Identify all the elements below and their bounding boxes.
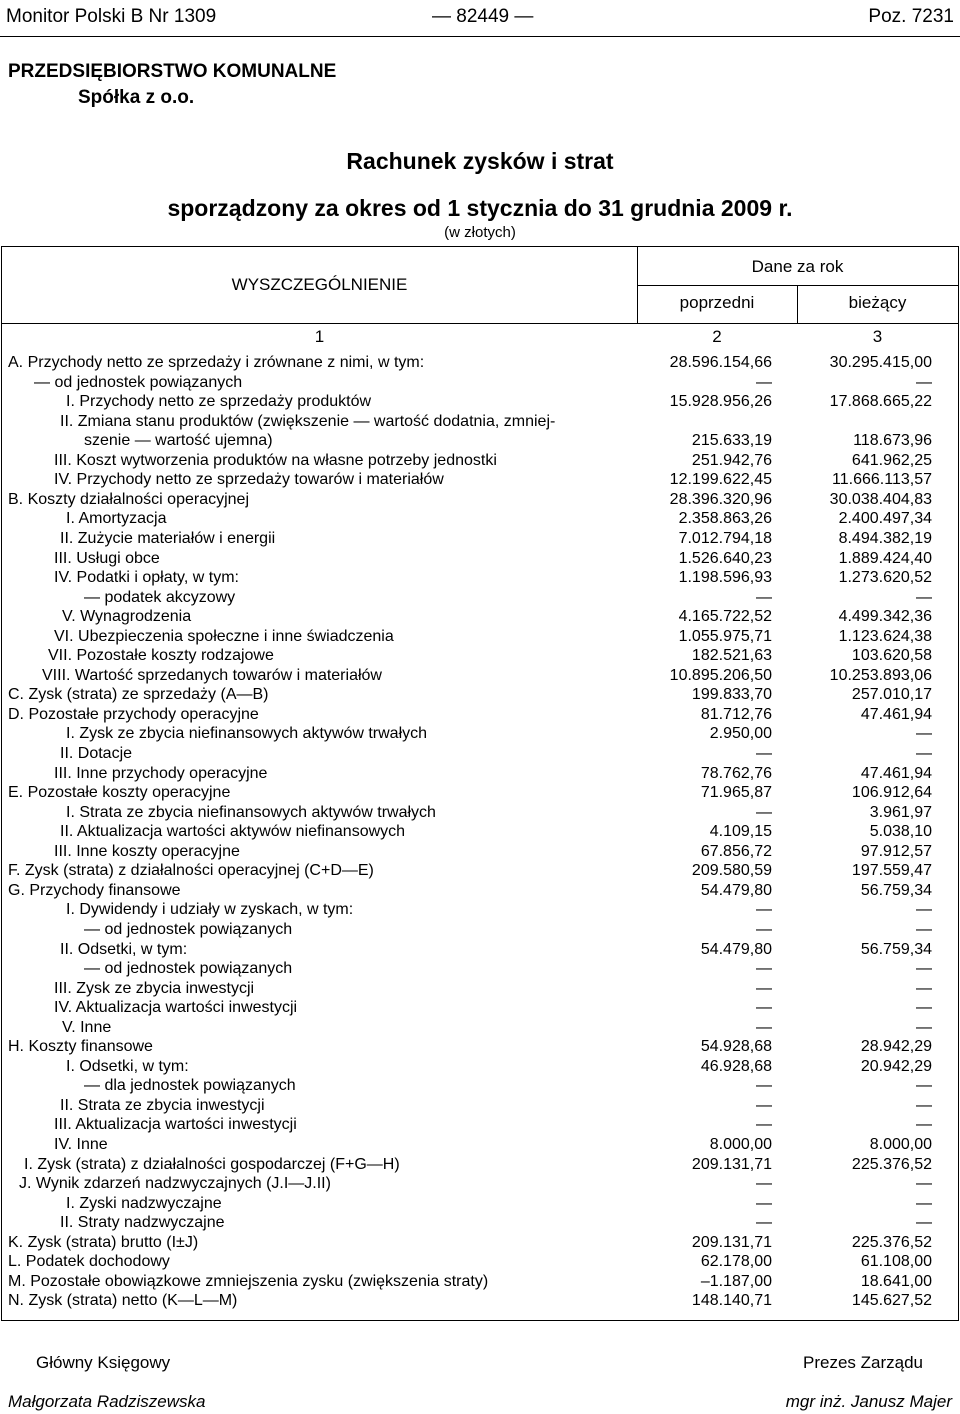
table-row: [2, 920, 958, 940]
value-current-year: —: [916, 1077, 932, 1095]
value-current-year: —: [916, 960, 932, 978]
row-label: szenie — wartość ujemna): [84, 432, 273, 450]
table-row: [2, 1076, 958, 1096]
value-previous-year: —: [756, 1018, 772, 1036]
table-row: [2, 685, 958, 705]
company-name: [8, 59, 336, 111]
table-row: [2, 1291, 958, 1311]
row-label: — od jednostek powiązanych: [84, 920, 293, 938]
row-label: H. Koszty finansowe: [8, 1038, 153, 1056]
row-label: V. Inne: [62, 1018, 112, 1036]
value-current-year: 30.038.404,83: [829, 490, 932, 508]
table-row: [2, 1194, 958, 1214]
value-current-year: 47.461,94: [860, 705, 932, 723]
table-row: [2, 509, 958, 529]
header-divider: [637, 285, 958, 286]
table-row: [2, 764, 958, 784]
row-label: IV. Aktualizacja wartości inwestycji: [54, 999, 298, 1017]
row-label: B. Koszty działalności operacyjnej: [8, 490, 250, 508]
value-previous-year: –1.187,00: [700, 1272, 772, 1290]
col-header-description: WYSZCZEGÓLNIENIE: [231, 275, 408, 294]
row-label: L. Podatek dochodowy: [8, 1253, 170, 1271]
value-previous-year: —: [756, 979, 772, 997]
value-current-year: 56.759,34: [860, 881, 932, 899]
table-row: [2, 431, 958, 451]
value-current-year: —: [916, 1116, 932, 1134]
value-previous-year: 199.833,70: [691, 686, 772, 704]
table-row: [2, 1135, 958, 1155]
table-row: [2, 881, 958, 901]
value-current-year: 103.620,58: [851, 647, 932, 665]
value-previous-year: 54.479,80: [700, 940, 772, 958]
row-label: I. Amortyzacja: [66, 510, 167, 528]
table-row: [2, 607, 958, 627]
table-row: [2, 1037, 958, 1057]
value-previous-year: 182.521,63: [691, 647, 772, 665]
value-current-year: 3.961,97: [869, 803, 932, 821]
table-row: [2, 705, 958, 725]
value-previous-year: —: [756, 999, 772, 1017]
row-label: VII. Pozostałe koszty rodzajowe: [48, 647, 274, 665]
value-previous-year: —: [756, 1077, 772, 1095]
value-previous-year: —: [756, 373, 772, 391]
value-current-year: 145.627,52: [851, 1292, 932, 1310]
row-label: V. Wynagrodzenia: [62, 608, 192, 626]
page-header: [0, 0, 960, 37]
value-previous-year: 251.942,76: [691, 451, 772, 469]
row-label: F. Zysk (strata) z działalności operacyjnej (C+D—E): [8, 862, 374, 880]
value-previous-year: 215.633,19: [691, 432, 772, 450]
row-label: II. Dotacje: [60, 745, 133, 762]
value-current-year: 225.376,52: [851, 1233, 932, 1251]
row-label: K. Zysk (strata) brutto (I±J): [8, 1233, 199, 1251]
table-row: [2, 451, 958, 471]
value-current-year: —: [916, 1096, 932, 1114]
table-row: [2, 1233, 958, 1253]
table-row: [2, 1174, 958, 1194]
value-current-year: 56.759,34: [860, 940, 932, 958]
table-row: [2, 979, 958, 999]
value-current-year: 106.912,64: [851, 784, 932, 802]
signature-name-left: Małgorzata Radziszewska: [8, 1392, 206, 1411]
table-row: [2, 1115, 958, 1135]
signature-name-right: mgr inż. Janusz Majer: [785, 1392, 952, 1411]
company-line1: PRZEDSIĘBIORSTWO KOMUNALNE: [8, 61, 337, 82]
value-previous-year: —: [756, 745, 772, 762]
signature-title-left: Główny Księgowy: [36, 1353, 171, 1372]
value-previous-year: 4.165.722,52: [678, 608, 772, 626]
position-number: Poz. 7231: [868, 6, 954, 27]
value-current-year: 30.295.415,00: [829, 354, 932, 371]
row-label: III. Aktualizacja wartości inwestycji: [54, 1116, 297, 1134]
value-previous-year: 209.131,71: [691, 1233, 772, 1251]
table-row: [2, 900, 958, 920]
value-current-year: —: [916, 1214, 932, 1232]
row-label: II. Aktualizacja wartości aktywów niefinansowych: [60, 823, 406, 841]
table-row: [2, 412, 958, 432]
value-current-year: 20.942,29: [860, 1057, 932, 1075]
row-label: I. Przychody netto ze sprzedaży produktów: [66, 393, 372, 411]
row-label: I. Zysk ze zbycia niefinansowych aktywów trwałych: [66, 725, 428, 743]
value-previous-year: 62.178,00: [700, 1253, 772, 1271]
row-label: VIII. Wartość sprzedanych towarów i materiałów: [42, 666, 382, 684]
value-previous-year: 46.928,68: [700, 1057, 772, 1075]
table-row: [2, 803, 958, 823]
value-current-year: —: [916, 725, 932, 743]
value-current-year: 641.962,25: [851, 451, 932, 469]
row-label: D. Pozostałe przychody operacyjne: [8, 705, 259, 723]
row-label: VI. Ubezpieczenia społeczne i inne świadczenia: [54, 627, 394, 645]
value-previous-year: 1.055.975,71: [678, 627, 772, 645]
row-label: I. Zysk (strata) z działalności gospodarczej (F+G—H): [24, 1155, 400, 1173]
value-current-year: 2.400.497,34: [838, 510, 932, 528]
value-current-year: 1.889.424,40: [838, 549, 932, 567]
row-label: I. Strata ze zbycia niefinansowych aktywów trwałych: [66, 803, 436, 821]
table-row: [2, 783, 958, 803]
table-row: [2, 392, 958, 412]
table-row: [2, 627, 958, 647]
row-label: III. Inne przychody operacyjne: [54, 764, 268, 782]
row-label: — podatek akcyzowy: [84, 588, 236, 606]
value-previous-year: 2.950,00: [709, 725, 772, 743]
row-label: III. Inne koszty operacyjne: [54, 842, 240, 860]
table-row: [2, 861, 958, 881]
table-row: [2, 1213, 958, 1233]
value-previous-year: 209.580,59: [691, 862, 772, 880]
value-current-year: 4.499.342,36: [838, 608, 932, 626]
table-row: [2, 724, 958, 744]
value-previous-year: 2.358.863,26: [678, 510, 772, 528]
row-label: I. Zyski nadzwyczajne: [66, 1194, 222, 1212]
table-row: [2, 1018, 958, 1038]
value-current-year: 61.108,00: [860, 1253, 932, 1271]
value-current-year: 197.559,47: [851, 862, 932, 880]
value-current-year: —: [916, 1175, 932, 1193]
value-previous-year: —: [756, 901, 772, 919]
col-header-previous: poprzedni: [679, 293, 755, 312]
value-previous-year: —: [756, 960, 772, 978]
value-current-year: —: [916, 745, 932, 762]
value-previous-year: —: [756, 1214, 772, 1232]
row-label: J. Wynik zdarzeń nadzwyczajnych (J.I—J.II): [19, 1175, 331, 1193]
value-current-year: 1.123.624,38: [838, 627, 932, 645]
company-line2: Spółka z o.o.: [78, 87, 195, 108]
value-previous-year: 54.928,68: [700, 1038, 772, 1056]
value-current-year: 47.461,94: [860, 764, 932, 782]
row-label: — od jednostek powiązanych: [34, 373, 243, 391]
value-previous-year: 148.140,71: [691, 1292, 772, 1310]
table-row: [2, 744, 958, 764]
value-current-year: 97.912,57: [860, 842, 932, 860]
row-label: IV. Przychody netto ze sprzedaży towarów i materiałów: [54, 471, 444, 489]
value-previous-year: —: [756, 920, 772, 938]
row-label: C. Zysk (strata) ze sprzedaży (A—B): [8, 686, 269, 704]
row-label: III. Zysk ze zbycia inwestycji: [54, 979, 255, 997]
table-row: [2, 373, 958, 393]
table-row: [2, 666, 958, 686]
value-current-year: 257.010,17: [851, 686, 932, 704]
value-current-year: —: [916, 1018, 932, 1036]
journal-name: Monitor Polski B Nr 1309: [6, 6, 217, 27]
row-label: III. Usługi obce: [54, 549, 160, 567]
document-subtitle: sporządzony za okres od 1 stycznia do 31 grudnia 2009 r.: [167, 195, 793, 221]
row-label: M. Pozostałe obowiązkowe zmniejszenia zysku (zwiększenia straty): [8, 1272, 489, 1290]
value-current-year: 8.494.382,19: [838, 529, 932, 547]
value-current-year: 5.038,10: [869, 823, 932, 841]
table-row: [2, 470, 958, 490]
value-previous-year: 67.856,72: [700, 842, 772, 860]
value-current-year: 17.868.665,22: [829, 393, 932, 411]
value-previous-year: 12.199.622,45: [669, 471, 772, 489]
value-current-year: 18.641,00: [860, 1272, 932, 1290]
value-current-year: 1.273.620,52: [838, 569, 932, 587]
row-label: I. Dywidendy i udziały w zyskach, w tym:: [66, 901, 354, 919]
row-label: III. Koszt wytworzenia produktów na własne potrzeby jednostki: [54, 451, 497, 469]
value-current-year: 225.376,52: [851, 1155, 932, 1173]
value-previous-year: 7.012.794,18: [678, 529, 772, 547]
table-row: [2, 1057, 958, 1077]
row-label: II. Straty nadzwyczajne: [60, 1214, 225, 1232]
col-header-current: bieżący: [848, 293, 907, 312]
value-previous-year: 15.928.956,26: [669, 393, 772, 411]
table-row: [2, 353, 958, 373]
value-current-year: 10.253.893,06: [829, 666, 932, 684]
row-label: A. Przychody netto ze sprzedaży i zrównane z nimi, w tym:: [8, 354, 425, 371]
table-row: [2, 940, 958, 960]
row-label: N. Zysk (strata) netto (K—L—M): [8, 1292, 238, 1310]
value-current-year: 8.000,00: [869, 1136, 932, 1153]
value-previous-year: —: [756, 588, 772, 606]
table-row: [2, 568, 958, 588]
table-row: [2, 822, 958, 842]
currency-unit: (w złotych): [444, 224, 516, 241]
value-current-year: —: [916, 920, 932, 938]
value-previous-year: —: [756, 803, 772, 821]
col-header-group: Dane za rok: [751, 257, 844, 276]
signature-title-right: Prezes Zarządu: [803, 1353, 923, 1372]
row-label: II. Odsetki, w tym:: [60, 940, 188, 958]
value-previous-year: —: [756, 1096, 772, 1114]
document-title: Rachunek zysków i strat: [346, 148, 614, 174]
value-previous-year: —: [756, 1116, 772, 1134]
col-number-3: 3: [872, 327, 883, 346]
value-previous-year: 71.965,87: [700, 784, 772, 802]
col-number-2: 2: [712, 327, 722, 346]
row-label: — dla jednostek powiązanych: [84, 1077, 296, 1095]
table-row: [2, 588, 958, 608]
row-label: II. Zmiana stanu produktów (zwiększenie — wartość dodatnia, zmniej-: [60, 412, 556, 430]
value-previous-year: 54.479,80: [700, 881, 772, 899]
value-previous-year: 78.762,76: [700, 764, 772, 782]
income-statement-table: [1, 246, 959, 1321]
value-current-year: —: [916, 588, 932, 606]
value-current-year: 118.673,96: [853, 432, 932, 450]
table-row: [2, 490, 958, 510]
table-row: [2, 529, 958, 549]
table-row: [2, 1252, 958, 1272]
row-label: I. Odsetki, w tym:: [66, 1057, 189, 1075]
table-row: [2, 1155, 958, 1175]
value-previous-year: 28.596.154,66: [669, 354, 772, 371]
table-row: [2, 1272, 958, 1292]
table-row: [2, 959, 958, 979]
row-label: G. Przychody finansowe: [8, 881, 181, 899]
row-label: E. Pozostałe koszty operacyjne: [8, 784, 231, 802]
value-current-year: —: [916, 373, 932, 391]
col-number-1: 1: [314, 327, 325, 346]
value-current-year: 11.666.113,57: [832, 471, 932, 489]
table-row: [2, 842, 958, 862]
table-row: [2, 549, 958, 569]
value-previous-year: 1.526.640,23: [678, 549, 772, 567]
value-current-year: —: [916, 1194, 932, 1212]
value-previous-year: 10.895.206,50: [669, 666, 772, 684]
table-row: [2, 646, 958, 666]
value-current-year: —: [916, 999, 932, 1017]
row-label: IV. Podatki i opłaty, w tym:: [54, 569, 239, 587]
value-current-year: 28.942,29: [860, 1038, 932, 1056]
row-label: II. Zużycie materiałów i energii: [60, 529, 276, 547]
value-previous-year: —: [756, 1194, 772, 1212]
row-label: II. Strata ze zbycia inwestycji: [60, 1096, 265, 1114]
table-row: [2, 1096, 958, 1116]
header-divider: [2, 323, 958, 324]
table-row: [2, 998, 958, 1018]
value-previous-year: 209.131,71: [691, 1155, 772, 1173]
value-current-year: —: [916, 979, 932, 997]
value-previous-year: 81.712,76: [700, 705, 772, 723]
row-label: IV. Inne: [54, 1136, 108, 1153]
value-current-year: —: [916, 901, 932, 919]
page-number: — 82449 —: [432, 6, 534, 27]
value-previous-year: 1.198.596,93: [678, 569, 772, 587]
value-previous-year: 8.000,00: [709, 1136, 772, 1153]
value-previous-year: —: [756, 1175, 772, 1193]
value-previous-year: 28.396.320,96: [669, 490, 772, 508]
row-label: — od jednostek powiązanych: [84, 960, 293, 978]
value-previous-year: 4.109,15: [709, 823, 772, 841]
